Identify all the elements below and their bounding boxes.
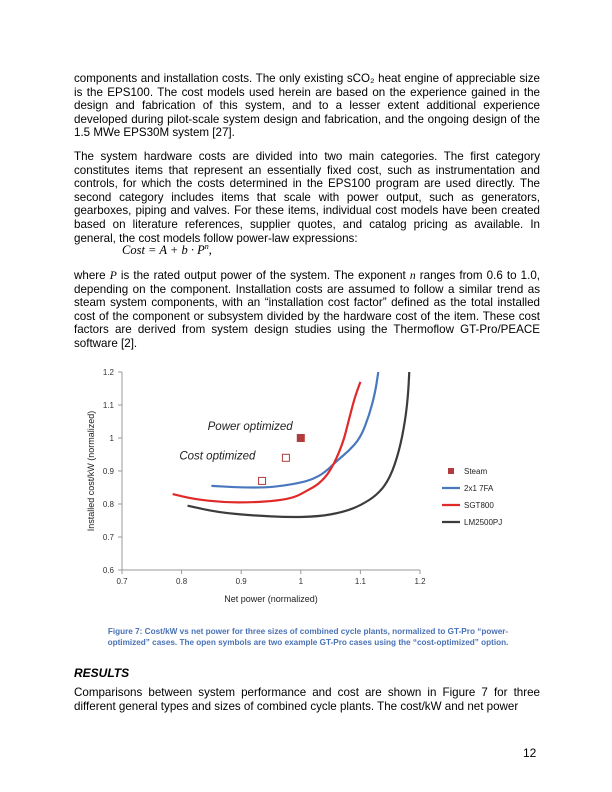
equation-exponent: n <box>204 242 209 251</box>
x-tick-label: 1 <box>298 577 304 586</box>
y-tick-label: 1.1 <box>102 401 114 410</box>
legend-label: Steam <box>464 467 488 476</box>
y-tick-label: 1 <box>109 434 114 443</box>
page-number: 12 <box>523 746 537 760</box>
y-tick-label: 0.8 <box>102 500 114 509</box>
legend-label: LM2500PJ <box>464 518 503 527</box>
chart-annotation: Cost optimized <box>179 450 256 463</box>
p3-text-b: is the rated output power of the system. The exponent <box>116 269 410 282</box>
y-tick-label: 0.7 <box>102 533 114 542</box>
p3-text-a: where <box>74 269 110 282</box>
x-tick-label: 0.9 <box>235 577 247 586</box>
body-paragraph-2: The system hardware costs are divided into two main categories. The first category constitutes items that represent an essentially fixed cost, such as instrumentation and controls, for which the costs determined in the EPS100 program are used directly. The second category includes items that scale with power output, such as generators, gearboxes, piping and valves. For these items, individual cost models have been created based on literature references, supplier quotes, and catalog pricing as available. In general, the cost models follow power-law expressions: <box>74 150 540 245</box>
x-tick-label: 1.1 <box>354 577 366 586</box>
variable-p: P <box>109 269 117 282</box>
x-axis-label: Net power (normalized) <box>224 594 318 604</box>
y-axis-label: Installed cost/kW (normalized) <box>86 410 96 532</box>
equation-tail: , <box>208 243 212 258</box>
y-tick-label: 0.6 <box>102 566 114 575</box>
figure-caption: Figure 7: Cost/kW vs net power for three sizes of combined cycle plants, normalized to GT-Pro “power-optimized” cases. The open symbols are two example GT-Pro cases using the “cost-optimized” option. <box>107 627 509 647</box>
chart-annotation: Power optimized <box>207 420 293 433</box>
p3-text-c: ranges from 0.6 to 1.0, depending on the component. Installation costs are assumed to follow a similar trend as steam system components, with an “installation cost factor” defined as the total installed cost of the component or subsystem divided by the hardware cost of the item. These cost factors are derived from system design studies using the Thermoflow GT-Pro/PEACE software [2]. <box>74 269 540 350</box>
legend-swatch-square <box>448 468 454 474</box>
y-tick-label: 1.2 <box>102 368 114 377</box>
series-line-sgt800 <box>173 382 361 502</box>
x-tick-label: 0.7 <box>116 577 128 586</box>
cost-vs-power-chart <box>80 360 530 610</box>
legend-label: SGT800 <box>464 501 494 510</box>
y-tick-label: 0.9 <box>102 467 114 476</box>
steam-point-filled <box>297 435 304 442</box>
section-heading: RESULTS <box>74 666 130 680</box>
body-paragraph-4: Comparisons between system performance and cost are shown in Figure 7 for three different general types and sizes of combined cycle plants. The cost/kW and net power <box>74 686 540 713</box>
body-paragraph-1: components and installation costs. The only existing sCO₂ heat engine of appreciable size is the EPS100. The cost models used herein are based on the experience gained in the design and fabrication of this system, and to a lesser extent additional experience developed during pilot-scale system design and fabrication, and the ongoing design of the 1.5 MWe EPS30M system [27]. <box>74 72 540 140</box>
x-tick-label: 1.2 <box>414 577 426 586</box>
variable-n: n <box>409 269 416 282</box>
equation-lhs: Cost = A + b · P <box>122 243 205 258</box>
body-paragraph-3 <box>74 269 540 351</box>
x-tick-label: 0.8 <box>176 577 188 586</box>
steam-point-open <box>259 477 266 484</box>
steam-point-open <box>282 454 289 461</box>
legend-label: 2x1 7FA <box>464 484 494 493</box>
power-law-equation <box>122 242 212 258</box>
